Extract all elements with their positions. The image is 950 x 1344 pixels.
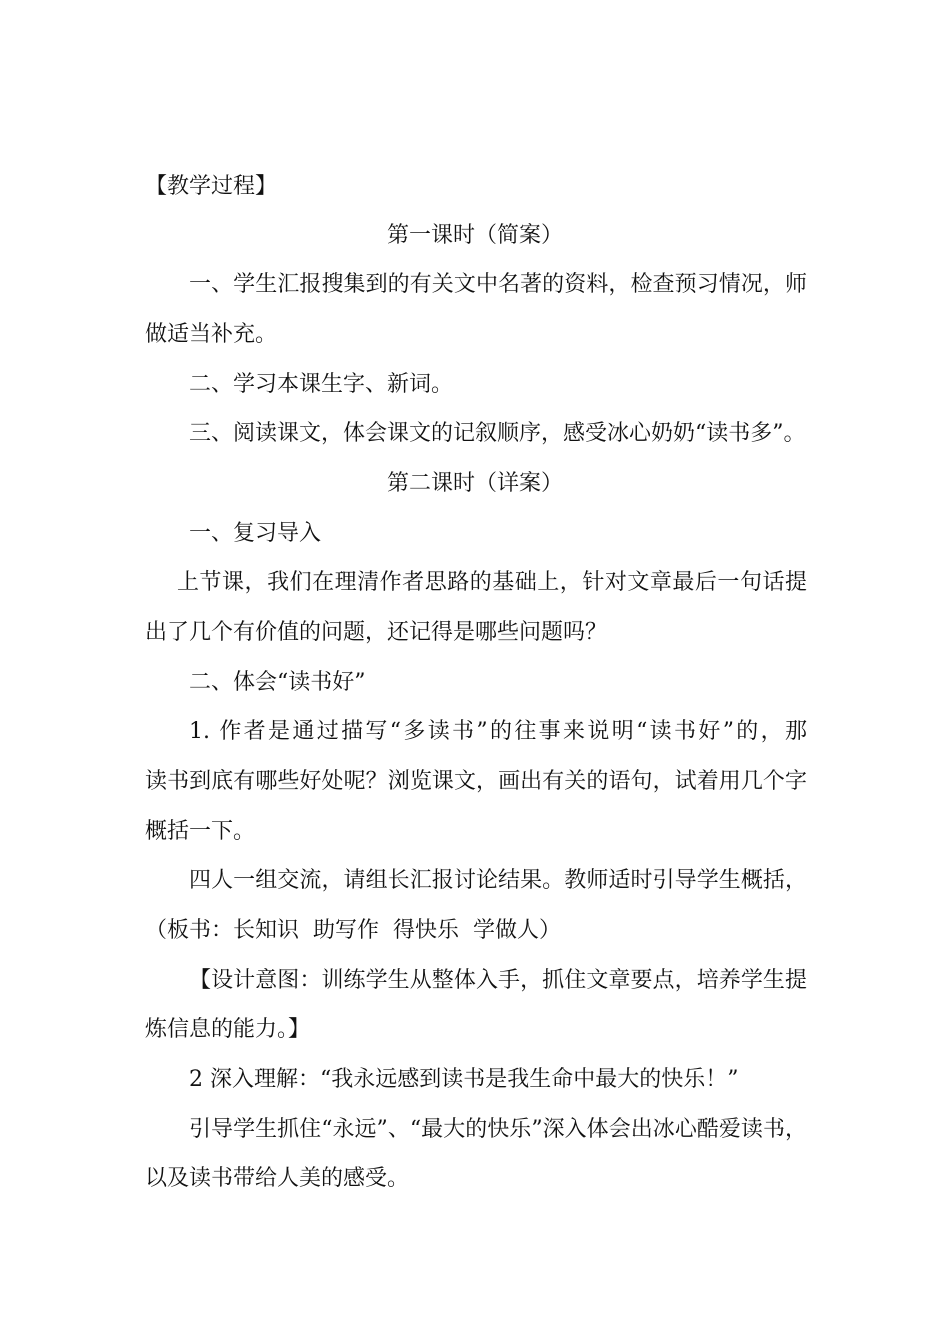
- lesson1-item3: 三、阅读课文，体会课文的记叙顺序，感受冰心奶奶“读书多”。: [189, 421, 806, 446]
- review-heading: 一、复习导入: [189, 521, 322, 546]
- lesson1-title: 第一课时（简案）: [386, 223, 563, 248]
- guide-line1: 引导学生抓住“永远”、“最大的快乐”深入体会出冰心酷爱读书，: [189, 1117, 807, 1142]
- group-line1: 四人一组交流，请组长汇报讨论结果。教师适时引导学生概括，: [189, 868, 807, 893]
- design-line1: 【设计意图：训练学生从整体入手，抓住文章要点，培养学生提: [189, 968, 807, 993]
- lesson1-item2: 二、学习本课生字、新词。: [189, 372, 454, 397]
- q1-line2: 读书到底有哪些好处呢？浏览课文，画出有关的语句，试着用几个字: [145, 769, 807, 794]
- group-line2: （板书：长知识 助写作 得快乐 学做人）: [145, 918, 561, 943]
- q2-line: 2 深入理解：“我永远感到读书是我生命中最大的快乐！”: [189, 1067, 739, 1092]
- review-line1: 上节课，我们在理清作者思路的基础上，针对文章最后一句话提: [177, 570, 807, 595]
- guide-line2: 以及读书带给人美的感受。: [145, 1166, 410, 1191]
- experience-heading: 二、体会“读书好”: [189, 670, 366, 695]
- section-heading: 【教学过程】: [145, 174, 278, 199]
- lesson1-item1-line2: 做适当补充。: [145, 322, 278, 347]
- lesson1-item1-line1: 一、学生汇报搜集到的有关文中名著的资料，检查预习情况，师: [189, 272, 807, 297]
- lesson2-title: 第二课时（详案）: [386, 471, 563, 496]
- review-line2: 出了几个有价值的问题，还记得是哪些问题吗？: [145, 620, 608, 645]
- q1-line1: 1. 作者是通过描写“多读书”的往事来说明“读书好”的，那: [189, 719, 807, 744]
- q1-line3: 概括一下。: [145, 819, 256, 844]
- design-line2: 炼信息的能力。】: [145, 1017, 311, 1042]
